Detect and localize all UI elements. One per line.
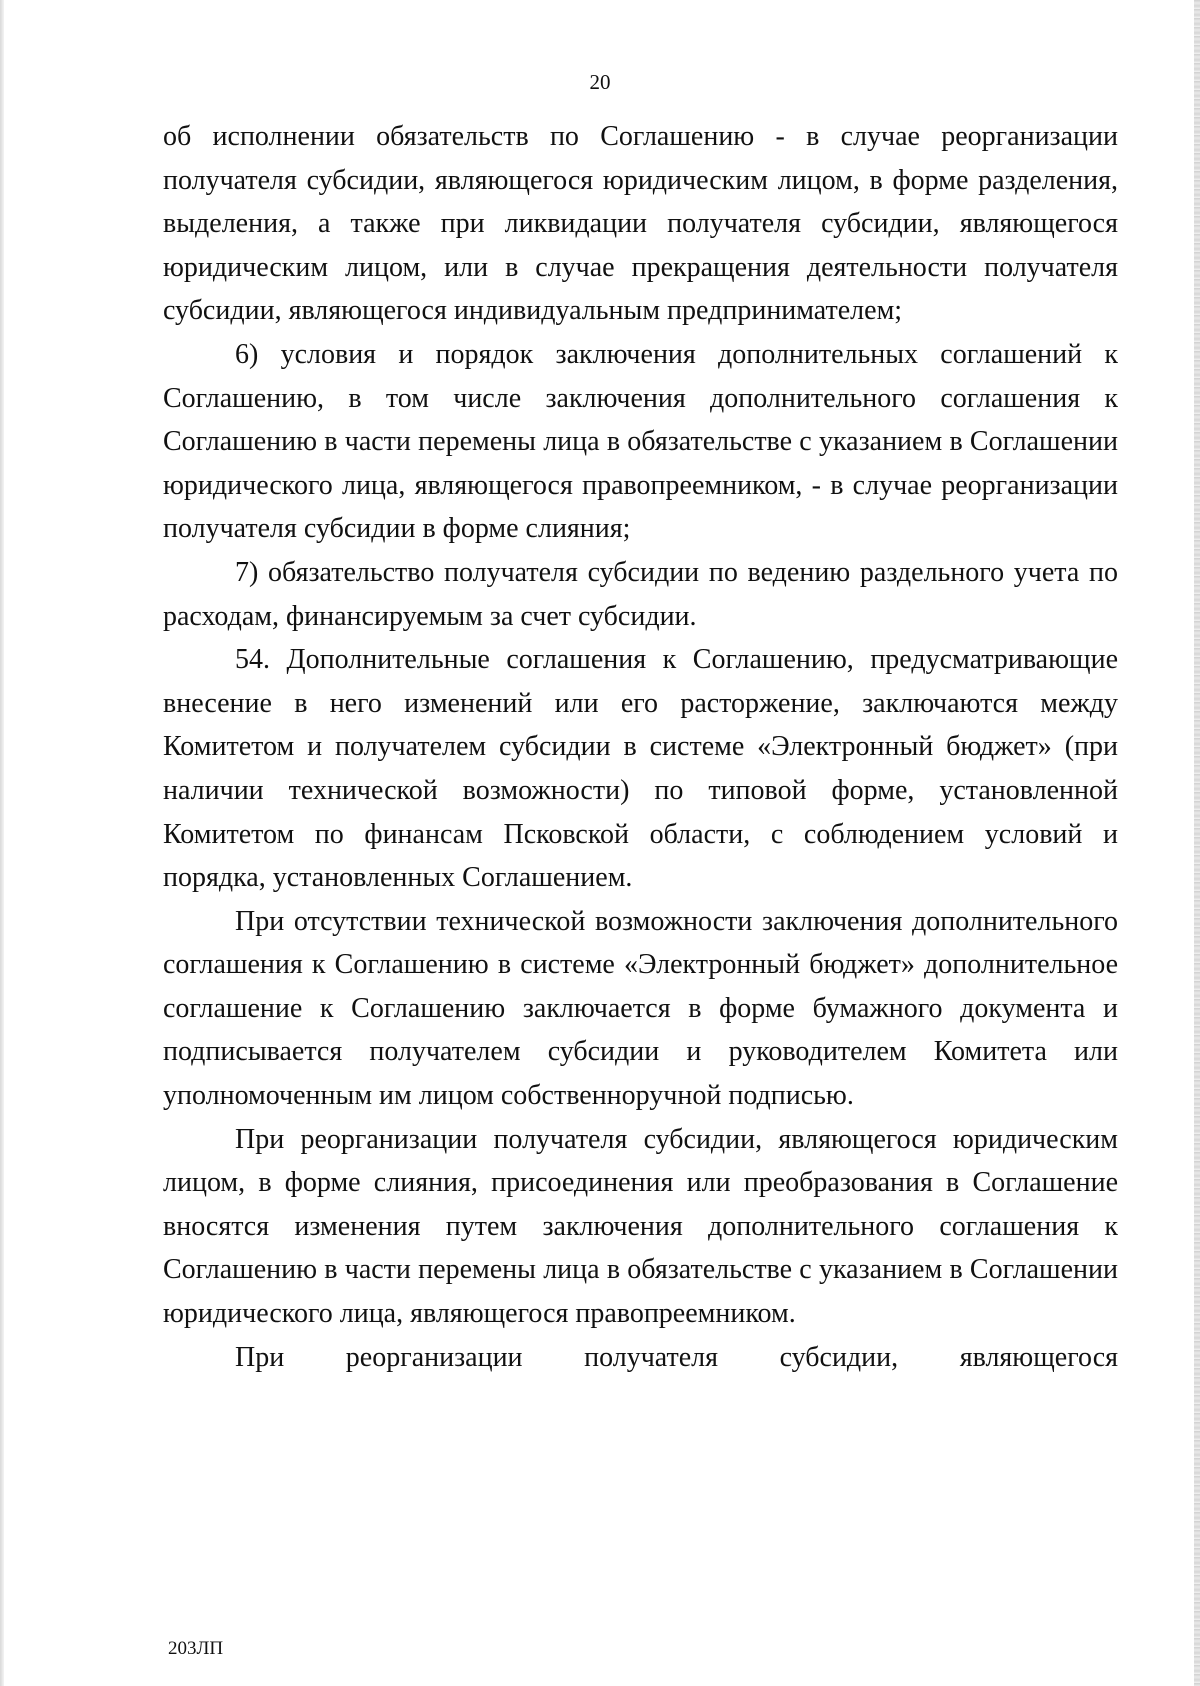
paragraph-reorganization-merger: При реорганизации получателя субсидии, являющегося юридическим лицом, в форме слияния, присоединения или преобразования в Соглашение вносятся изменения путем заключения дополнительного соглашения к Соглашению в части перемены лица в обязательстве с указанием в Соглашении юридического лица, являющегося правопреемником.	[163, 1123, 1118, 1330]
footer-document-code: 203ЛП	[168, 1638, 224, 1659]
scan-edge-right	[1194, 0, 1200, 1686]
scan-edge-left	[0, 0, 4, 1686]
paragraph-no-technical-possibility: При отсутствии технической возможности заключения дополнительного соглашения к Соглашению в системе «Электронный бюджет» дополнительное соглашение к Соглашению заключается в форме бумажного документа и подписывается получателем субсидии и руководителем Комитета или уполномоченным им лицом собственноручной подписью.	[163, 905, 1118, 1112]
page-number: 20	[589, 70, 611, 94]
document-body	[163, 115, 1118, 1379]
paragraph-reorganization-continued: При реорганизации получателя субсидии, являющегося	[235, 1341, 1118, 1373]
paragraph-continuation: об исполнении обязательств по Соглашению - в случае реорганизации получателя субсидии, являющегося юридическим лицом, в форме разделения, выделения, а также при ликвидации получателя субсидии, являющегося юридическим лицом, или в случае прекращения деятельности получателя субсидии, являющегося индивидуальным предпринимателем;	[163, 121, 1118, 327]
paragraph-item-7: 7) обязательство получателя субсидии по ведению раздельного учета по расходам, финансируемым за счет субсидии.	[163, 556, 1118, 632]
paragraph-item-6: 6) условия и порядок заключения дополнительных соглашений к Соглашению, в том числе заключения дополнительного соглашения к Соглашению в части перемены лица в обязательстве с указанием в Соглашении юридического лица, являющегося правопреемником, - в случае реорганизации получателя субсидии в форме слияния;	[163, 338, 1118, 545]
paragraph-clause-54: 54. Дополнительные соглашения к Соглашению, предусматривающие внесение в него изменений или его расторжение, заключаются между Комитетом и получателем субсидии в системе «Электронный бюджет» (при наличии технической возможности) по типовой форме, установленной Комитетом по финансам Псковской области, с соблюдением условий и порядка, установленных Соглашением.	[163, 644, 1118, 894]
